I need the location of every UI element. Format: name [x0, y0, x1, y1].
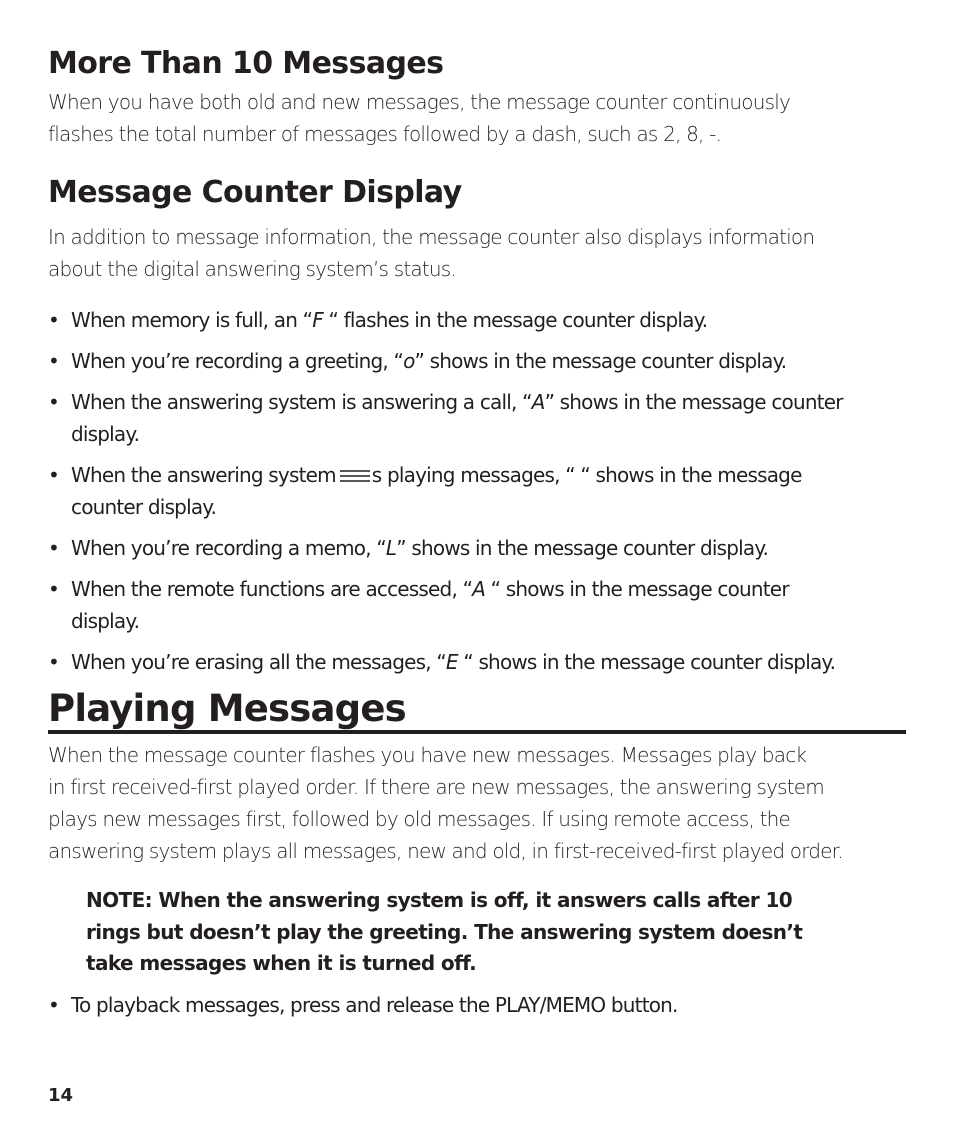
list-item	[48, 304, 908, 336]
paragraph-counter-display-line1: In addition to message information, the message counter also displays information	[48, 225, 815, 249]
list-item	[48, 646, 908, 678]
heading-more-than-10-messages: More Than 10 Messages	[48, 46, 444, 81]
display-code: F	[312, 308, 323, 332]
bullet-text: “ shows in the message counter	[485, 577, 789, 601]
bullet-text: s playing messages, “ “ shows in the message	[371, 463, 802, 487]
bullet-text: “ shows in the message counter display.	[457, 650, 836, 674]
bullet-text: When memory is full, an “	[71, 308, 313, 332]
paragraph-playing-line1: When the message counter flashes you have new messages. Messages play back	[48, 743, 807, 767]
list-item	[48, 459, 908, 523]
bullet-text: “ flashes in the message counter display.	[322, 308, 708, 332]
paragraph-more-than-10-line2: flashes the total number of messages followed by a dash, such as 2, 8, -.	[48, 122, 722, 146]
display-code: E	[445, 650, 458, 674]
bullet-text: When the remote functions are accessed, “	[71, 577, 473, 601]
heading-playing-messages: Playing Messages	[48, 688, 906, 734]
bullet-text-continued: counter display.	[71, 495, 217, 519]
bullet-text: To playback messages, press and release the PLAY/MEMO button.	[71, 993, 678, 1017]
bullet-text: When you’re erasing all the messages, “	[71, 650, 446, 674]
display-code: A	[531, 390, 545, 414]
paragraph-playing-line3: plays new messages first, followed by old messages. If using remote access, the	[48, 807, 791, 831]
bullet-text: ” shows in the message counter display.	[414, 349, 787, 373]
paragraph-playing-line4: answering system plays all messages, new and old, in first-received-first played order.	[48, 839, 843, 863]
list-item	[48, 345, 908, 377]
note-line2: rings but doesn’t play the greeting. The answering system doesn’t	[86, 919, 803, 944]
display-code: o	[403, 349, 415, 373]
list-item	[48, 532, 908, 564]
heading-message-counter-display: Message Counter Display	[48, 175, 462, 210]
note-line1: NOTE: When the answering system is off, it answers calls after 10	[86, 888, 793, 912]
paragraph-playing-line2: in first received-first played order. If there are new messages, the answering system	[48, 775, 824, 799]
display-code: L	[385, 536, 397, 560]
playback-display-icon	[340, 460, 370, 474]
bullet-text: When you’re recording a memo, “	[71, 536, 386, 560]
playback-bullet-list	[48, 989, 908, 1030]
page-number: 14	[48, 1085, 74, 1106]
note-block	[48, 885, 908, 980]
list-item	[48, 573, 908, 637]
list-item	[48, 386, 908, 450]
bullet-text: When you’re recording a greeting, “	[71, 349, 404, 373]
bullet-text: When the answering system is answering a call, “	[71, 390, 532, 414]
bullet-text: ” shows in the message counter	[544, 390, 843, 414]
bullet-text: ” shows in the message counter display.	[396, 536, 769, 560]
display-code: A	[472, 577, 486, 601]
counter-display-bullet-list	[48, 304, 908, 687]
bullet-text-continued: display.	[71, 422, 140, 446]
note-line3: take messages when it is turned off.	[86, 951, 477, 975]
paragraph-counter-display-line2: about the digital answering system’s status.	[48, 257, 456, 281]
bullet-text-continued: display.	[71, 609, 140, 633]
list-item	[48, 989, 908, 1021]
paragraph-more-than-10-line1: When you have both old and new messages, the message counter continuously	[48, 90, 791, 114]
bullet-text: When the answering system	[71, 463, 336, 487]
